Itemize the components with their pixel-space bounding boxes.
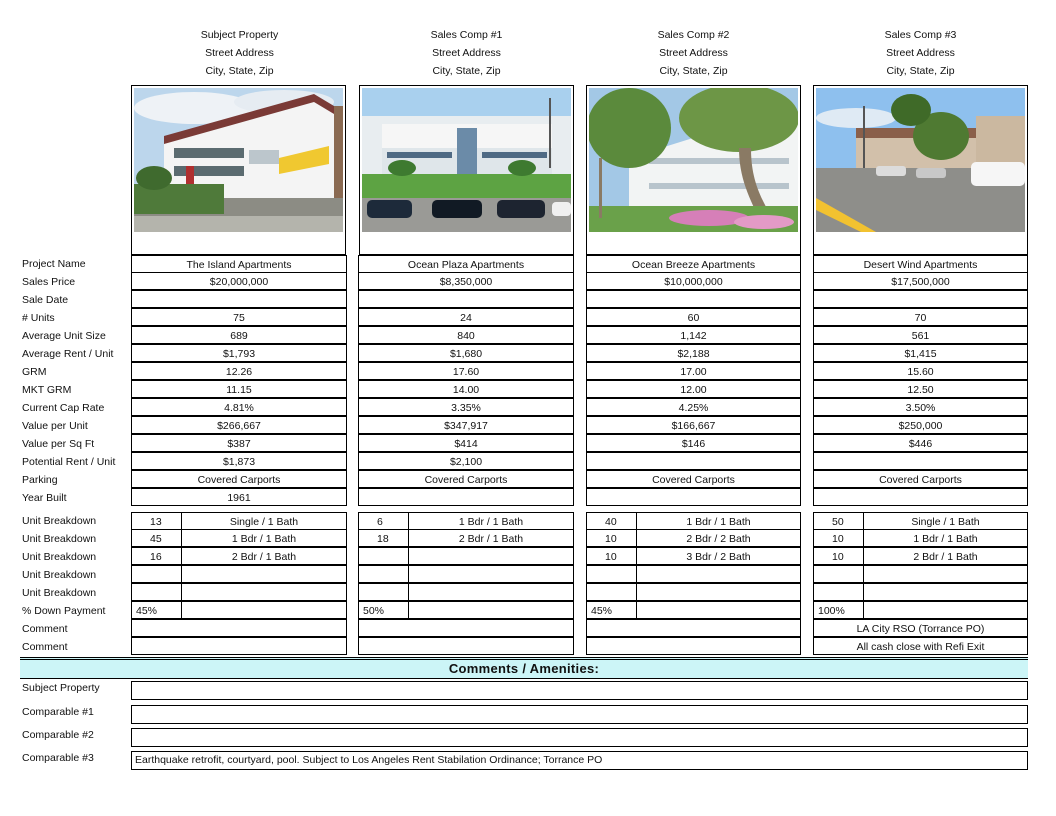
comp2-header: [586, 26, 801, 80]
label-year-built: Year Built: [22, 492, 67, 504]
label-unit-breakdown: Unit Breakdown: [22, 569, 97, 581]
header-title: Sales Comp #3: [884, 29, 957, 41]
comp1-cap-rate: 3.35%: [358, 398, 574, 416]
comp2-unit-count: [586, 565, 637, 583]
comp1-unit-count: 18: [358, 529, 409, 547]
amenity-field-subject: [131, 681, 1028, 700]
subject-comment-2: [131, 637, 347, 655]
comp1-sale-date: [358, 290, 574, 308]
comp1-down-payment: 50%: [358, 601, 409, 619]
header-city: City, State, Zip: [886, 65, 955, 77]
comp2-project-name: Ocean Breeze Apartments: [586, 255, 801, 273]
header-city: City, State, Zip: [205, 65, 274, 77]
comp1-unit-type: [408, 565, 574, 583]
comp3-grm: 15.60: [813, 362, 1028, 380]
comp3-down-note: [863, 601, 1028, 619]
comp2-mkt-grm: 12.00: [586, 380, 801, 398]
subject-year-built: 1961: [131, 488, 347, 506]
header-city: City, State, Zip: [659, 65, 728, 77]
comp3-unit-type: 2 Bdr / 1 Bath: [863, 547, 1028, 565]
header-address: Street Address: [659, 47, 728, 59]
label-cap-rate: Current Cap Rate: [22, 402, 105, 414]
comp2-unit-count: 10: [586, 529, 637, 547]
label-unit-breakdown: Unit Breakdown: [22, 587, 97, 599]
amenity-label: Comparable #3: [22, 752, 94, 764]
comp3-comment-1: LA City RSO (Torrance PO): [813, 619, 1028, 637]
label-parking: Parking: [22, 474, 58, 486]
comp3-avg-rent: $1,415: [813, 344, 1028, 362]
comp3-comment-2: All cash close with Refi Exit: [813, 637, 1028, 655]
label-unit-breakdown: Unit Breakdown: [22, 551, 97, 563]
subject-unit-count: [131, 565, 182, 583]
comp1-unit-type: 1 Bdr / 1 Bath: [408, 512, 574, 530]
subject-value-per-sqft: $387: [131, 434, 347, 452]
header-title: Subject Property: [200, 29, 279, 41]
comp1-photo: [359, 85, 574, 255]
subject-sales-price: $20,000,000: [131, 272, 347, 290]
comp1-value-per-unit: $347,917: [358, 416, 574, 434]
subject-unit-count: [131, 583, 182, 601]
comp3-parking: Covered Carports: [813, 470, 1028, 488]
amenity-label: Comparable #2: [22, 729, 94, 741]
comp3-unit-type: [863, 583, 1028, 601]
amenity-field-comp3: Earthquake retrofit, courtyard, pool. Subject to Los Angeles Rent Stabilation Ordinance; Torrance PO: [131, 751, 1028, 770]
comp2-down-payment: 45%: [586, 601, 637, 619]
subject-cap-rate: 4.81%: [131, 398, 347, 416]
comp3-year-built: [813, 488, 1028, 506]
comp2-unit-type: 1 Bdr / 1 Bath: [636, 512, 801, 530]
amenity-field-comp1: [131, 705, 1028, 724]
comp3-unit-count: 10: [813, 547, 864, 565]
subject-project-name: The Island Apartments: [131, 255, 347, 273]
comp3-unit-type: 1 Bdr / 1 Bath: [863, 529, 1028, 547]
comp2-value-per-sqft: $146: [586, 434, 801, 452]
comp1-header: [359, 26, 574, 80]
comp1-sales-price: $8,350,000: [358, 272, 574, 290]
subject-unit-type: 2 Bdr / 1 Bath: [181, 547, 347, 565]
label-comment: Comment: [22, 623, 68, 635]
comp3-unit-type: [863, 565, 1028, 583]
label-potential-rent: Potential Rent / Unit: [22, 456, 116, 468]
comp1-project-name: Ocean Plaza Apartments: [358, 255, 574, 273]
comp3-value-per-sqft: $446: [813, 434, 1028, 452]
comp1-unit-count: [358, 583, 409, 601]
comp1-parking: Covered Carports: [358, 470, 574, 488]
subject-down-payment: 45%: [131, 601, 182, 619]
comp1-unit-count: [358, 565, 409, 583]
comp1-unit-count: 6: [358, 512, 409, 530]
comp1-comment-2: [358, 637, 574, 655]
subject-unit-type: [181, 583, 347, 601]
subject-parking: Covered Carports: [131, 470, 347, 488]
comp1-avg-unit-size: 840: [358, 326, 574, 344]
amenity-label: Subject Property: [22, 682, 100, 694]
label-down-payment: % Down Payment: [22, 605, 106, 617]
label-comment: Comment: [22, 641, 68, 653]
comp1-mkt-grm: 14.00: [358, 380, 574, 398]
amenities-section-title: Comments / Amenities:: [20, 657, 1028, 679]
header-address: Street Address: [205, 47, 274, 59]
comp2-year-built: [586, 488, 801, 506]
comp1-unit-type: [408, 583, 574, 601]
comp3-cap-rate: 3.50%: [813, 398, 1028, 416]
comp2-unit-count: 40: [586, 512, 637, 530]
comp2-sale-date: [586, 290, 801, 308]
comp1-potential-rent: $2,100: [358, 452, 574, 470]
header-title: Sales Comp #2: [657, 29, 730, 41]
comp3-header: [813, 26, 1028, 80]
comp2-down-note: [636, 601, 801, 619]
comp3-project-name: Desert Wind Apartments: [813, 255, 1028, 273]
subject-value-per-unit: $266,667: [131, 416, 347, 434]
comp2-unit-type: 3 Bdr / 2 Bath: [636, 547, 801, 565]
header-address: Street Address: [886, 47, 955, 59]
label-units: # Units: [22, 312, 55, 324]
label-avg-unit-size: Average Unit Size: [22, 330, 106, 342]
subject-sale-date: [131, 290, 347, 308]
comp2-comment-1: [586, 619, 801, 637]
header-city: City, State, Zip: [432, 65, 501, 77]
comp2-unit-type: [636, 565, 801, 583]
comp1-down-note: [408, 601, 574, 619]
comp2-comment-2: [586, 637, 801, 655]
comp2-unit-count: 10: [586, 547, 637, 565]
subject-comment-1: [131, 619, 347, 637]
label-mkt-grm: MKT GRM: [22, 384, 72, 396]
label-avg-rent: Average Rent / Unit: [22, 348, 114, 360]
comp1-avg-rent: $1,680: [358, 344, 574, 362]
subject-unit-type: 1 Bdr / 1 Bath: [181, 529, 347, 547]
comp1-grm: 17.60: [358, 362, 574, 380]
comp1-year-built: [358, 488, 574, 506]
comp2-value-per-unit: $166,667: [586, 416, 801, 434]
comp3-sale-date: [813, 290, 1028, 308]
subject-mkt-grm: 11.15: [131, 380, 347, 398]
label-project-name: Project Name: [22, 258, 86, 270]
subject-potential-rent: $1,873: [131, 452, 347, 470]
comp3-down-payment: 100%: [813, 601, 864, 619]
label-unit-breakdown: Unit Breakdown: [22, 533, 97, 545]
comp2-sales-price: $10,000,000: [586, 272, 801, 290]
subject-down-note: [181, 601, 347, 619]
comp1-unit-type: [408, 547, 574, 565]
comp3-unit-count: [813, 565, 864, 583]
comp2-potential-rent: [586, 452, 801, 470]
comp2-unit-type: [636, 583, 801, 601]
subject-unit-count: 13: [131, 512, 182, 530]
subject-grm: 12.26: [131, 362, 347, 380]
comp3-unit-count: 50: [813, 512, 864, 530]
comp2-photo: [586, 85, 801, 255]
subject-units: 75: [131, 308, 347, 326]
comp3-value-per-unit: $250,000: [813, 416, 1028, 434]
label-unit-breakdown: Unit Breakdown: [22, 515, 97, 527]
comp3-unit-type: Single / 1 Bath: [863, 512, 1028, 530]
subject-header: [132, 26, 347, 80]
label-grm: GRM: [22, 366, 47, 378]
subject-avg-rent: $1,793: [131, 344, 347, 362]
comp2-avg-unit-size: 1,142: [586, 326, 801, 344]
comp2-units: 60: [586, 308, 801, 326]
comp2-unit-count: [586, 583, 637, 601]
label-sales-price: Sales Price: [22, 276, 76, 288]
amenity-label: Comparable #1: [22, 706, 94, 718]
header-address: Street Address: [432, 47, 501, 59]
subject-unit-type: Single / 1 Bath: [181, 512, 347, 530]
comp1-comment-1: [358, 619, 574, 637]
comp3-photo: [813, 85, 1028, 255]
comp3-unit-count: 10: [813, 529, 864, 547]
header-title: Sales Comp #1: [430, 29, 503, 41]
subject-avg-unit-size: 689: [131, 326, 347, 344]
comp2-unit-type: 2 Bdr / 2 Bath: [636, 529, 801, 547]
comp3-potential-rent: [813, 452, 1028, 470]
comp1-unit-type: 2 Bdr / 1 Bath: [408, 529, 574, 547]
subject-unit-count: 16: [131, 547, 182, 565]
comp1-value-per-sqft: $414: [358, 434, 574, 452]
label-value-per-unit: Value per Unit: [22, 420, 88, 432]
label-value-per-sqft: Value per Sq Ft: [22, 438, 95, 450]
comp3-units: 70: [813, 308, 1028, 326]
comp3-unit-count: [813, 583, 864, 601]
amenity-field-comp2: [131, 728, 1028, 747]
comp1-units: 24: [358, 308, 574, 326]
label-sale-date: Sale Date: [22, 294, 69, 306]
comp2-parking: Covered Carports: [586, 470, 801, 488]
comp2-cap-rate: 4.25%: [586, 398, 801, 416]
subject-unit-count: 45: [131, 529, 182, 547]
comp2-avg-rent: $2,188: [586, 344, 801, 362]
comp3-avg-unit-size: 561: [813, 326, 1028, 344]
comp2-grm: 17.00: [586, 362, 801, 380]
comp1-unit-count: [358, 547, 409, 565]
subject-photo: [131, 85, 346, 255]
subject-unit-type: [181, 565, 347, 583]
comp3-sales-price: $17,500,000: [813, 272, 1028, 290]
comp3-mkt-grm: 12.50: [813, 380, 1028, 398]
